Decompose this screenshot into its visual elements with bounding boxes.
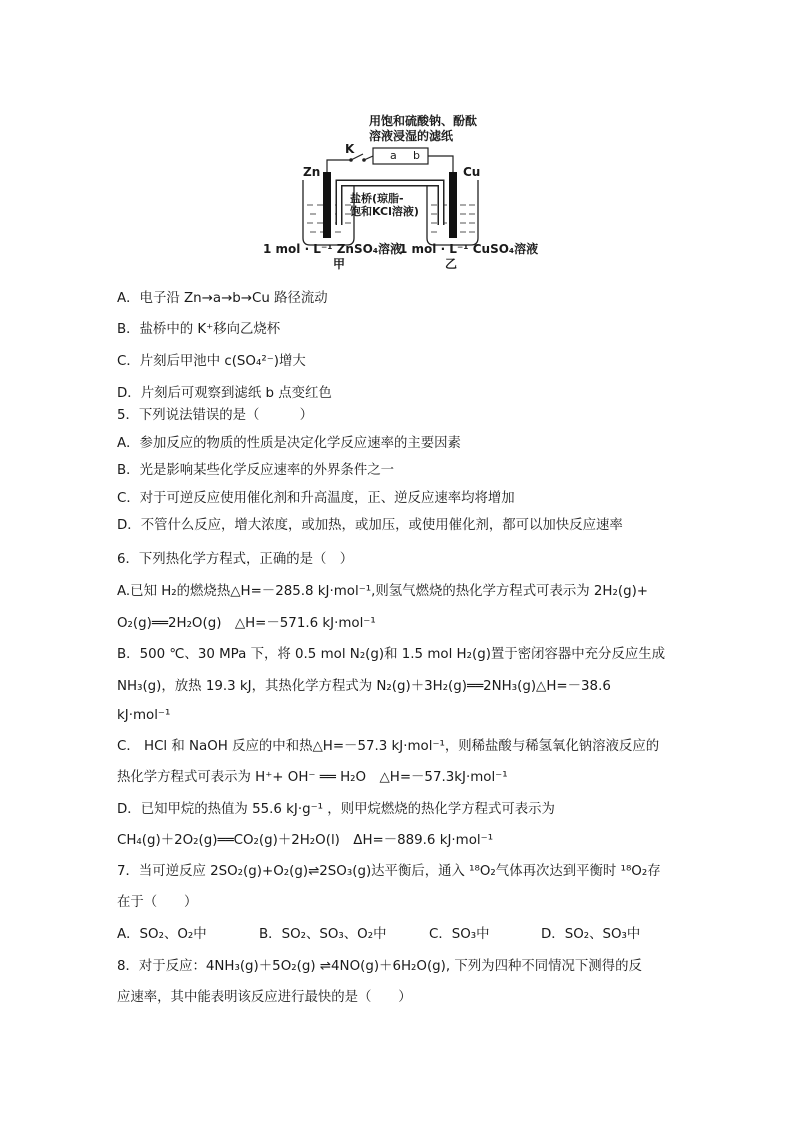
q8-stem-line1: 8．对于反应：4NH₃(g)＋5O₂(g) ⇌4NO(g)＋6H₂O(g), 下列为四种不同情况下测得的反 bbox=[117, 959, 642, 974]
q5-option-c: C．对于可逆反应使用催化剂和升高温度，正、逆反应速率均将增加 bbox=[117, 491, 515, 506]
left-solution-label: 1 mol · L⁻¹ ZnSO₄溶液 bbox=[263, 242, 403, 256]
q6-option-b-line1: B．500 ℃、30 MPa 下，将 0.5 mol N₂(g)和 1.5 mol H₂(g)置于密闭容器中充分反应生成 bbox=[117, 647, 666, 662]
switch-k-label: K bbox=[345, 142, 355, 156]
q6-option-a-line1: A.已知 H₂的燃烧热△H=－285.8 kJ·mol⁻¹,则氢气燃烧的热化学方程式可表示为 2H₂(g)+ bbox=[117, 584, 649, 599]
filter-label-line2: 溶液浸湿的滤纸 bbox=[369, 129, 454, 143]
q6-option-b-line3: kJ·mol⁻¹ bbox=[117, 708, 171, 723]
q6-option-a-line2: O₂(g)══2H₂O(g) △H=－571.6 kJ·mol⁻¹ bbox=[117, 616, 376, 631]
q5-option-d: D．不管什么反应，增大浓度，或加热，或加压，或使用催化剂，都可以加快反应速率 bbox=[117, 518, 623, 533]
point-a-label: a bbox=[390, 149, 397, 162]
q5-stem: 5．下列说法错误的是（ ） bbox=[117, 408, 313, 423]
point-b-label: b bbox=[413, 149, 420, 162]
q7-stem-line2: 在于（ ） bbox=[117, 895, 198, 910]
q6-option-c-line1: C． HCl 和 NaOH 反应的中和热△H=－57.3 kJ·mol⁻¹，则稀盐酸与稀氢氧化钠溶液反应的 bbox=[117, 739, 660, 754]
beaker-jia-label: 甲 bbox=[333, 257, 346, 271]
q7-stem-line1: 7．当可逆反应 2SO₂(g)+O₂(g)⇌2SO₃(g)达平衡后，通入 ¹⁸O₂气体再次达到平衡时 ¹⁸O₂存 bbox=[117, 864, 661, 879]
q4-option-c: C．片刻后甲池中 c(SO₄²⁻)增大 bbox=[117, 354, 306, 369]
galvanic-cell-diagram bbox=[255, 110, 555, 275]
q6-stem: 6．下列热化学方程式，正确的是（ ） bbox=[117, 552, 354, 567]
q8-stem-line2: 应速率，其中能表明该反应进行最快的是（ ） bbox=[117, 990, 412, 1005]
q7-option-b: B．SO₂、SO₃、O₂中 bbox=[259, 927, 387, 942]
q6-option-b-line2: NH₃(g)，放热 19.3 kJ，其热化学方程式为 N₂(g)＋3H₂(g)══2NH₃(g)△H=－38.6 bbox=[117, 679, 611, 694]
filter-label-line1: 用饱和硫酸钠、酚酞 bbox=[369, 114, 478, 128]
q7-option-c: C．SO₃中 bbox=[429, 927, 490, 942]
q7-options bbox=[117, 925, 677, 945]
salt-bridge-label-1: 盐桥(琼脂- bbox=[350, 192, 404, 205]
salt-bridge-label-2: 饱和KCl溶液) bbox=[350, 205, 419, 218]
beaker-yi-label: 乙 bbox=[445, 257, 458, 271]
q6-option-d-line1: D．已知甲烷的热值为 55.6 kJ·g⁻¹ ，则甲烷燃烧的热化学方程式可表示为 bbox=[117, 802, 555, 817]
q6-option-d-line2: CH₄(g)＋2O₂(g)══CO₂(g)＋2H₂O(l) ΔH=－889.6 kJ·mol⁻¹ bbox=[117, 833, 494, 848]
cu-label: Cu bbox=[463, 165, 481, 179]
q7-option-d: D．SO₂、SO₃中 bbox=[541, 927, 641, 942]
q4-option-d: D．片刻后可观察到滤纸 b 点变红色 bbox=[117, 386, 332, 401]
zn-label: Zn bbox=[303, 165, 321, 179]
q5-option-b: B．光是影响某些化学反应速率的外界条件之一 bbox=[117, 463, 394, 478]
q6-option-c-line2: 热化学方程式可表示为 H⁺+ OH⁻ ══ H₂O △H=－57.3kJ·mol⁻¹ bbox=[117, 770, 508, 785]
right-solution-label: 1 mol · L⁻¹ CuSO₄溶液 bbox=[399, 242, 539, 256]
q7-option-a: A．SO₂、O₂中 bbox=[117, 927, 207, 942]
q5-option-a: A．参加反应的物质的性质是决定化学反应速率的主要因素 bbox=[117, 436, 461, 451]
q4-option-a: A．电子沿 Zn→a→b→Cu 路径流动 bbox=[117, 291, 328, 306]
q4-option-b: B．盐桥中的 K⁺移向乙烧杯 bbox=[117, 322, 281, 337]
